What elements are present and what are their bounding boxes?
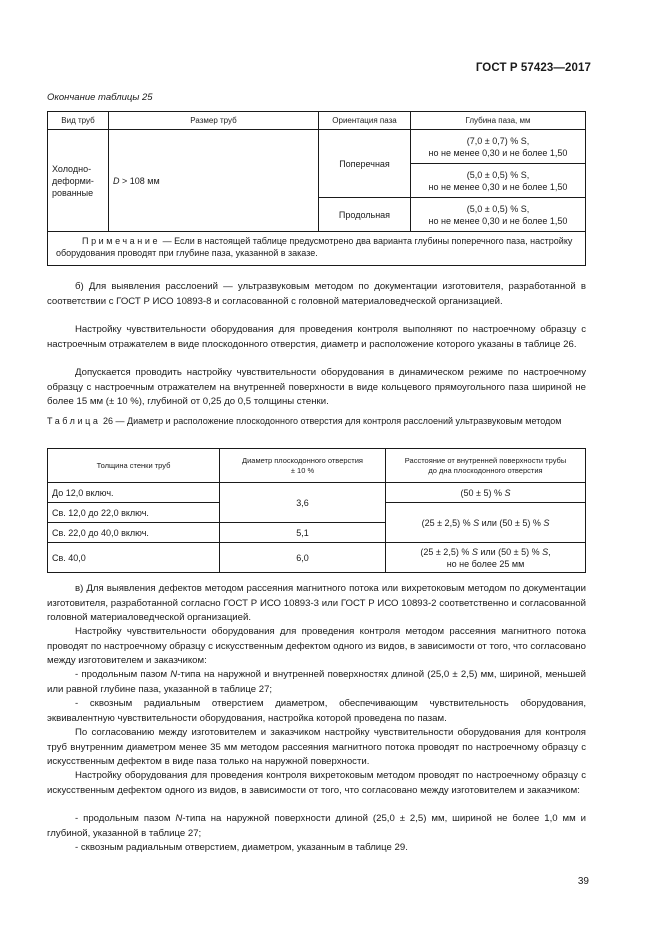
table-row [48,130,586,164]
paragraph-mfl-notch-b: -типа на наружной и внутренней поверхностях длиной (25,0 ± 2,5) мм, шириной, меньшей или равной глубине паза, указанной в таблице 27; [47,669,586,695]
paragraph-eddy-notch-a: - продольным пазом [75,813,176,824]
table26-label: Таблица [47,416,101,426]
paragraph-dynamic: Допускается проводить настройку чувствительности оборудования в динамическом режиме по настроечному образцу с настроечным отражателем на внутренней поверхности в виде кольцевого прямоугольного паза шириной не более 15 мм (± 10 %), глубиной от 0,25 до 0,5 толщины стенки. [47,367,586,407]
table25-note-text: — Если в настоящей таблице предусмотрено два варианта глубины поперечного паза, настройку оборудования проводят при глубине паза, указанной в заказе. [56,236,573,258]
table-26 [47,448,586,573]
table26-thickness-3: Св. 22,0 до 40,0 включ. [48,523,220,543]
table25-depth-3 [411,198,586,232]
table26-caption [47,415,586,427]
table26-thickness-2: Св. 12,0 до 22,0 включ. [48,503,220,523]
table25-pipe-type: Холодно- деформи- рованные [48,130,109,232]
table-row [48,543,586,573]
paragraph-agreement: По согласованию между изготовителем и заказчиком настройку чувствительности оборудования для контроля труб внутренним диаметром менее 35 мм методом рассеяния магнитного потока проводят по настроечному образцу с искусственным дефектом в виде паза только на наружной поверхности. [47,727,586,767]
paragraph-mfl-setup: Настройку чувствительности оборудования для проведения контроля методом рассеяния магнитного потока проводят по настроечному образцу с искусственным дефектом одного из видов, в зависимости от того, что согласовано между изготовителем и заказчиком: [47,626,586,666]
table25-depth-2-line2: но не менее 0,30 и не более 1,50 [428,181,568,192]
standard-code-header: ГОСТ Р 57423—2017 [475,62,591,74]
table25-size: D > 108 мм [109,130,319,232]
table25-depth-1-line2: но не менее 0,30 и не более 1,50 [428,147,568,158]
table26-header-thickness: Толщина стенки труб [48,449,220,483]
table25-depth-3-line2: но не менее 0,30 и не более 1,50 [428,215,568,226]
paragraph-b: б) Для выявления расслоений — ультразвуковым методом по документации изготовителя, разработанной в соответствии с ГОСТ Р ИСО 10893-8 и согласованной с головной материаловедческой организацией. [47,281,586,307]
paragraph-eddy-setup: Настройку оборудования для проведения контроля вихретоковым методом проводят по настроечному образцу с искусственным дефектом одного из видов, в зависимости от того, что согласовано между изготовителем и заказчиком: [47,770,586,796]
table25-header-row [48,112,586,130]
table25-depth-1-line1: (7,0 ± 0,7) % S, [466,135,530,146]
table25-header-orientation: Ориентация паза [319,112,411,130]
paragraph-sensitivity: Настройку чувствительности оборудования для проведения контроля выполняют по настроечному образцу с настроечным отражателем в виде плоскодонного отверстия, диаметр и расположение которого указаны в таблице 26. [47,324,586,350]
table26-header-row [48,449,586,483]
page-number: 39 [577,876,589,887]
paragraph-eddy-notch-n: N [175,813,183,824]
table26-diameter-2: 5,1 [220,523,386,543]
table26-thickness-1: До 12,0 включ. [48,483,220,503]
table26-distance-2: (25 ± 2,5) % S или (50 ± 5) % S [386,503,586,543]
table25-orientation-transverse: Поперечная [319,130,411,198]
table26-diameter-1: 3,6 [220,483,386,523]
table25-caption: Окончание таблицы 25 [47,92,153,103]
table26-header-distance: Расстояние от внутренней поверхности трубы до дна плоскодонного отверстия [386,449,586,483]
paragraph-eddy-notch-b: -типа на наружной поверхности длиной (25,0 ± 2,5) мм, шириной не более 1,0 мм и глубиной, указанной в таблице 27; [47,813,586,839]
table26-distance-3: (25 ± 2,5) % S или (50 ± 5) % S, но не более 25 мм [386,543,586,573]
paragraph-mfl-notch-a: - продольным пазом [75,669,171,680]
paragraph-mfl-notch-n: N [170,669,178,680]
table26-header-diameter: Диаметр плоскодонного отверстия ± 10 % [220,449,386,483]
paragraph-mfl-notch [47,668,586,697]
table25-note-row [48,232,586,266]
table25-orientation-longitudinal: Продольная [319,198,411,232]
table-25 [47,111,586,266]
paragraph-eddy-hole: - сквозным радиальным отверстием, диаметром, указанным в таблице 29. [75,842,408,853]
paragraph-v: в) Для выявления дефектов методом рассеяния магнитного потока или вихретоковым методом по документации изготовителя, разработанной согласно ГОСТ Р ИСО 10893-3 или ГОСТ Р ИСО 10893-2 соответственно и согласованной головной материаловедческой организацией. [47,583,586,623]
table26-caption-text: 26 — Диаметр и расположение плоскодонного отверстия для контроля расслоений ультразвуковым методом [100,416,562,426]
table25-note-label: Примечание [82,236,161,246]
table25-header-size: Размер труб [109,112,319,130]
table25-depth-2 [411,164,586,198]
table26-thickness-4: Св. 40,0 [48,543,220,573]
table25-header-depth: Глубина паза, мм [411,112,586,130]
table25-depth-2-line1: (5,0 ± 0,5) % S, [466,169,530,180]
paragraph-eddy-notch [47,812,586,841]
table25-depth-3-line1: (5,0 ± 0,5) % S, [466,203,530,214]
table25-header-type: Вид труб [48,112,109,130]
table26-diameter-3: 6,0 [220,543,386,573]
table-row [48,483,586,503]
table25-depth-1 [411,130,586,164]
paragraph-mfl-hole: - сквозным радиальным отверстием диаметром, обеспечивающим чувствительность оборудования, эквивалентную чувствительности оборудования, настройка которой проведена по пазам. [47,698,586,724]
table25-note [48,232,586,266]
table26-distance-1: (50 ± 5) % S [386,483,586,503]
